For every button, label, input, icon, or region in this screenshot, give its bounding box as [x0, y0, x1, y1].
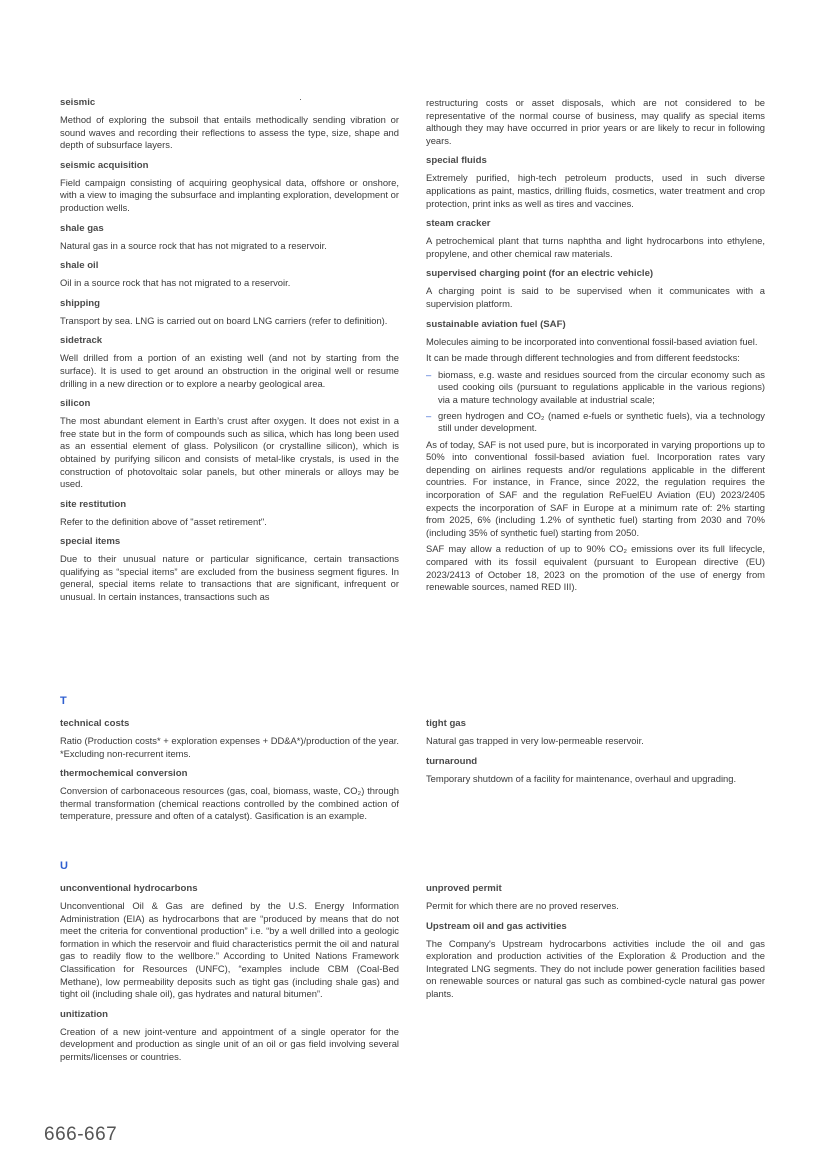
def-unproved-permit: Permit for which there are no proved reserves. [426, 900, 619, 911]
page-number: 666-667 [44, 1124, 118, 1145]
term-saf: sustainable aviation fuel (SAF) [426, 318, 566, 330]
term-turnaround: turnaround [426, 755, 478, 767]
def-saf-p4: SAF may allow a reduction of up to 90% CO₂ emissions over its full lifecycle, compared with its fossil equivalent (pursuant to European directive (EU) 2023/2413 of October 18, 2023 on the promotion of the use of energy from renewable sources, named RED III). [426, 543, 765, 593]
s-right-column [426, 97, 765, 601]
term-sidetrack: sidetrack [60, 335, 103, 347]
term-thermochemical-conversion: thermochemical conversion [60, 768, 188, 780]
def-shale-gas: Natural gas in a source rock that has not migrated to a reservoir. [60, 239, 327, 251]
def-saf-p2: It can be made through different technologies and from different feedstocks: [426, 352, 740, 364]
term-unproved-permit: unproved permit [426, 883, 502, 894]
term-seismic: seismic [60, 97, 96, 108]
def-special-items: Due to their unusual nature or particular significance, certain transactions qualifying as “special items” are excluded from the business segment figures. In general, special items relate to transactions that are significant, infrequent or unusual. In certain instances, transactions such as [60, 553, 399, 603]
def-silicon: The most abundant element in Earth’s crust after oxygen. It does not exist in a free state but in the form of compounds such as silica, which has long been used as an essential element of glass. Polysilicon (or crystalline silicon), which is obtained by purifying silicon and consists of metal-like crystals, is used in the construction of photovoltaic solar panels, but other minerals or alloys may be used. [60, 415, 399, 490]
def-unconventional-hydrocarbons: Unconventional Oil & Gas are defined by the U.S. Energy Information Administration (EIA) as hydrocarbons that are “produced by means that do not meet the criteria for conventional production” i.e. “by a well drilled into a geologic formation in which the reservoir and fluid characteristics permit the oil and natural gas to readily flow to the wellbore.” According to United Nations Framework Classification for Resources (UNFC), “examples include CBM (Coal-Bed Methane), low permeability deposits such as tight gas (including shale gas) and tight oil (including shale oil), gas hydrates and natural bitumen”. [60, 900, 399, 1000]
term-seismic-acquisition: seismic acquisition [60, 159, 149, 171]
term-upstream-activities: Upstream oil and gas activities [426, 920, 567, 932]
def-seismic-acquisition: Field campaign consisting of acquiring geophysical data, offshore or onshore, with a view to imaging the subsurface and implanting exploration, development or production wells. [60, 176, 399, 213]
term-unconventional-hydrocarbons: unconventional hydrocarbons [60, 883, 198, 894]
term-steam-cracker: steam cracker [426, 218, 491, 230]
section-letter-u: U [60, 860, 68, 872]
t-right-column [426, 717, 765, 792]
def-sidetrack: Well drilled from a portion of an existing well (and not by starting from the surface). It is used to get around an obstruction in the original well or resume drilling in a new direction or to explore a nearby geological area. [60, 352, 399, 389]
def-tight-gas: Natural gas trapped in very low-permeable reservoir. [426, 735, 644, 746]
term-shale-gas: shale gas [60, 222, 104, 234]
list-item: – biomass, e.g. waste and residues sourced from the circular economy such as used cooking oils (pursuant to regulations applicable in the various regions) via a mature technology available at industrial scale; [426, 369, 765, 407]
term-site-restitution: site restitution [60, 498, 127, 510]
t-left-column [60, 717, 399, 830]
term-shale-oil: shale oil [60, 260, 99, 272]
s-left-column [60, 96, 399, 611]
term-silicon: silicon [60, 398, 91, 410]
def-unitization: Creation of a new joint-venture and appointment of a single operator for the development and production as single unit of an oil or gas field involving several permits/licenses or countries. [60, 1025, 399, 1062]
def-special-items-continued: restructuring costs or asset disposals, which are not considered to be representative of the normal course of business, may qualify as special items although they may have occurred in prior years or are likely to recur in following years. [426, 97, 765, 146]
term-unitization: unitization [60, 1008, 108, 1020]
term-supervised-charging-point: supervised charging point (for an electric vehicle) [426, 268, 654, 280]
def-saf-p3: As of today, SAF is not used pure, but is incorporated in varying proportions up to 50% into conventional fossil-based aviation fuel. Incorporation rates vary depending on airlines requests and/or regulations applicable in the different countries. For instance, in France, since 2022, the regulation requires the incorporation of SAF and the regulation ReFuelEU Aviation (EU) 2023/2405 expects the incorporation of SAF in Europe at a minimum rate of: 2% starting from 2025, 6% (including 1.2% of synthetic fuel) starting from 2030 and 70% (including 35% of synthetic fuel) starting from 2050. [426, 438, 765, 538]
def-steam-cracker: A petrochemical plant that turns naphtha and light hydrocarbons into ethylene, propylene, and other chemical raw materials. [426, 235, 765, 259]
def-seismic: Method of exploring the subsoil that entails methodically sending vibration or sound waves and recording their reflections to assess the type, size, shape and depth of subsurface layers. [60, 114, 399, 151]
section-letter-t: T [60, 695, 67, 707]
term-special-items: special items [60, 536, 121, 548]
def-supervised-charging-point: A charging point is said to be supervised when it communicates with a supervision platform. [426, 285, 765, 309]
term-shipping: shipping [60, 297, 100, 309]
def-saf-p1: Molecules aiming to be incorporated into conventional fossil-based aviation fuel. [426, 335, 758, 347]
u-left-column [60, 882, 399, 1071]
def-thermochemical-conversion: Conversion of carbonaceous resources (gas, coal, biomass, waste, CO₂) through thermal transformation (chemical reactions controlled by the combined action of temperature, pressure and often of a catalyst). Gasification is an example. [60, 785, 399, 822]
def-technical-costs: Ratio (Production costs* + exploration expenses + DD&A*)/production of the year. *Excluding non-recurrent items. [60, 735, 399, 759]
def-shipping: Transport by sea. LNG is carried out on board LNG carriers (refer to definition). [60, 314, 388, 326]
def-turnaround: Temporary shutdown of a facility for maintenance, overhaul and upgrading. [426, 772, 737, 784]
term-technical-costs: technical costs [60, 718, 130, 729]
def-upstream-activities: The Company's Upstream hydrocarbons activities include the oil and gas exploration and production activities of the Exploration & Production and the Integrated LNG segments. They do not include power generation facilities based on renewable sources or natural gas such as combined-cycle natural gas power plants. [426, 937, 765, 999]
u-right-column [426, 882, 765, 1008]
def-shale-oil: Oil in a source rock that has not migrated to a reservoir. [60, 277, 291, 289]
list-item: – green hydrogen and CO₂ (named e-fuels or synthetic fuels), via a technology still under development. [426, 410, 765, 435]
def-special-fluids: Extremely purified, high-tech petroleum products, used in such diverse applications as paint, mastics, drilling fluids, cosmetics, water treatment and crop protection, print inks as well as tires and vaccines. [426, 172, 765, 209]
def-site-restitution: Refer to the definition above of "asset retirement". [60, 515, 267, 527]
saf-feedstock-list [426, 369, 765, 435]
term-tight-gas: tight gas [426, 718, 466, 729]
term-special-fluids: special fluids [426, 155, 487, 167]
